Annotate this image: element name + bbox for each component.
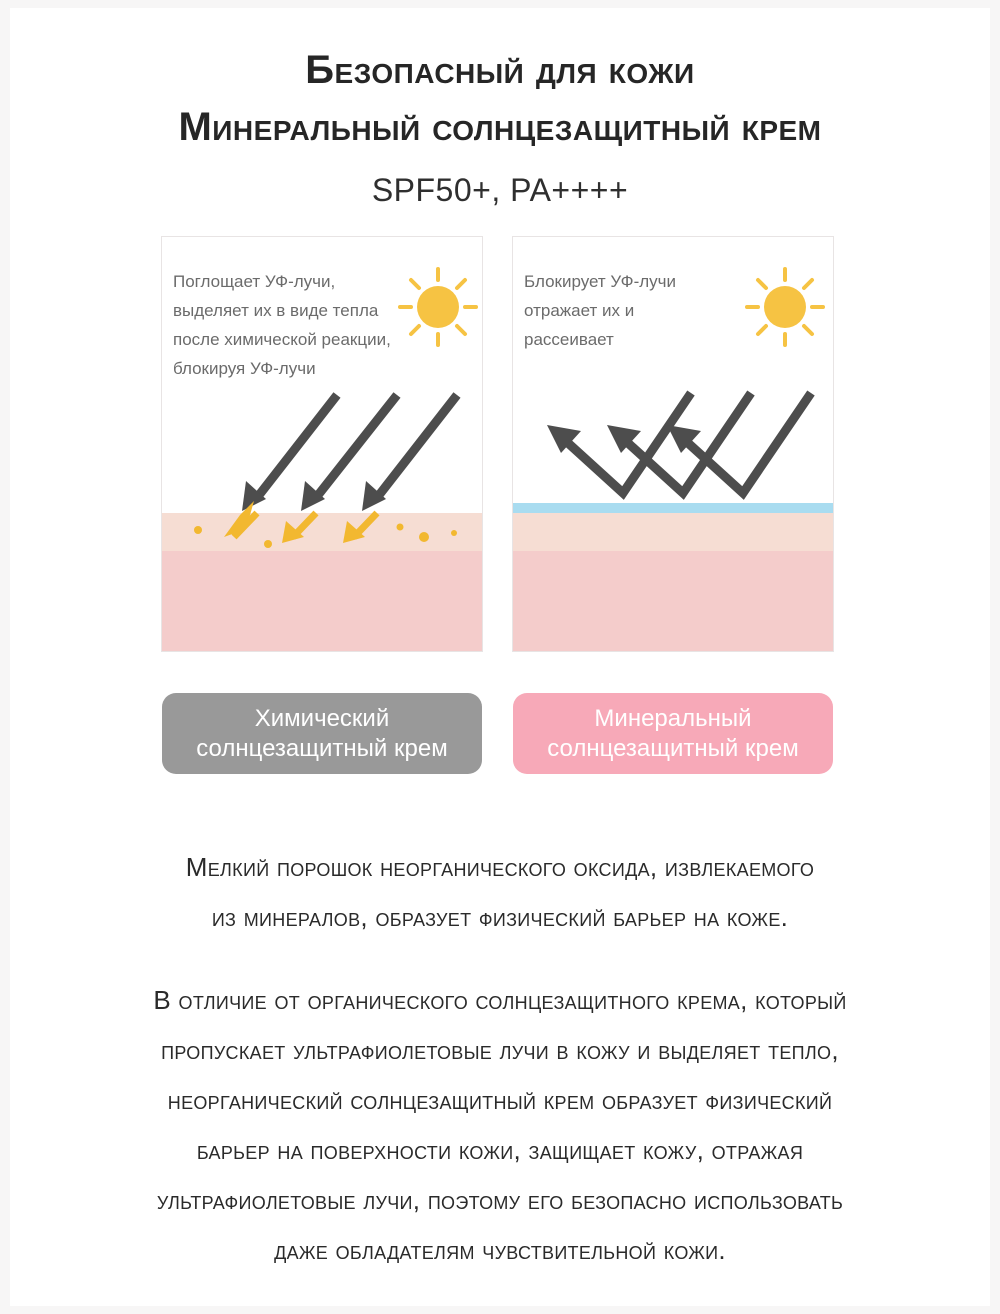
- mineral-description: Блокирует УФ-лучи отражает их и рассеивает: [524, 272, 677, 349]
- title-line-2: Минеральный солнцезащитный крем: [178, 105, 822, 149]
- title-line-1: Безопасный для кожи: [305, 48, 695, 92]
- skin-inner-layer: [513, 551, 833, 651]
- mineral-sunscreen-label: Минеральный солнцезащитный крем: [513, 693, 833, 774]
- sun-icon: [747, 269, 823, 345]
- mineral-diagram-panel: [512, 236, 834, 652]
- skin-surface-layer: [162, 513, 482, 551]
- reflected-arrow-icon: [688, 393, 811, 493]
- skin-inner-layer: [162, 551, 482, 651]
- skin-surface-layer: [513, 513, 833, 551]
- chemical-sunscreen-label: Химический солнцезащитный крем: [162, 693, 482, 774]
- spf-rating: SPF50+, PA++++: [371, 172, 629, 208]
- paragraph-1: Мелкий порошок неорганического оксида, извлекаемого из минералов, образует физический барьер на коже.: [185, 852, 815, 932]
- chemical-description: Поглощает УФ-лучи, выделяет их в виде тепла после химической реакции, блокируя УФ-лучи: [173, 272, 391, 378]
- paragraph-2: В отличие от органического солнцезащитного крема, который пропускает ультрафиолетовые лучи в кожу и выделяет тепло, неорганический солнцезащитный крем образует физический барьер на поверхности кожи, защищает кожу, отражая ультрафиолетовые лучи, поэтому его безопасно использовать даже обладателям чувствительной кожи.: [153, 985, 847, 1265]
- mineral-barrier-layer: [513, 503, 833, 513]
- chemical-diagram-panel: [161, 236, 483, 652]
- sun-icon: [400, 269, 476, 345]
